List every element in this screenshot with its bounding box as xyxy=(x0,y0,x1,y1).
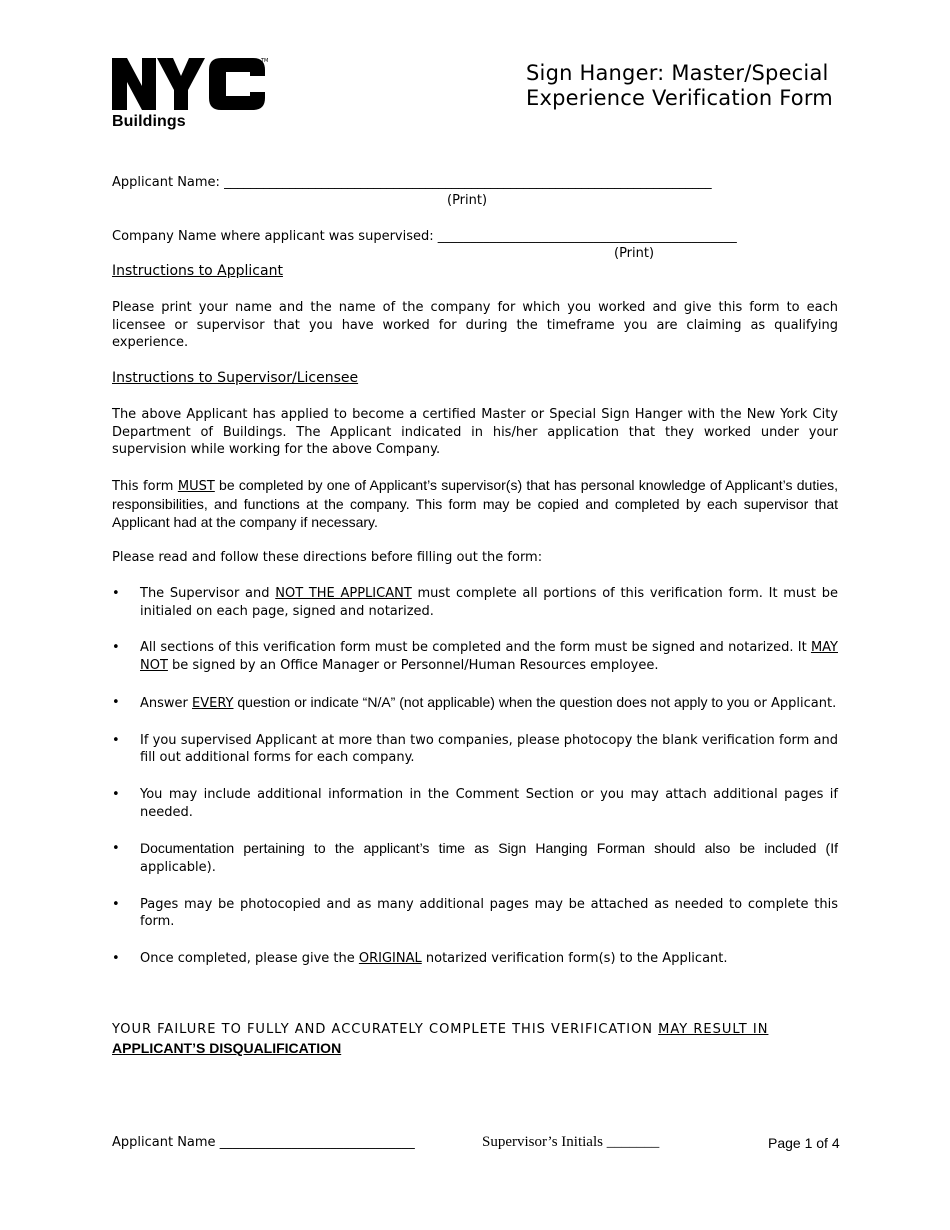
bullet-icon: • xyxy=(112,786,120,802)
nyc-buildings-logo xyxy=(112,56,268,134)
list-item: • Once completed, please give the ORIGINAL notarized verification form(s) to the Applicant. xyxy=(112,951,728,967)
list-item: • All sections of this verification form must be completed and the form must be signed and notarized. It MAY NOT be signed by an Office Manager or Personnel/Human Resources employee. xyxy=(112,640,838,674)
directions-list xyxy=(112,585,838,987)
bullet-icon: • xyxy=(112,694,120,710)
svg-text:TM: TM xyxy=(261,58,268,64)
applicant-print-hint: (Print) xyxy=(447,193,488,208)
supervisor-paragraph-2 xyxy=(112,477,838,533)
footer-applicant-name[interactable]: Applicant Name ______________________________ xyxy=(112,1135,415,1150)
list-item: • Documentation pertaining to the applicant’s time as Sign Hanging Forman should also be included (If applicable). xyxy=(112,840,838,876)
company-name-field[interactable]: Company Name where applicant was supervised: ______________________________________________ xyxy=(112,229,737,244)
supervisor-paragraph-1: The above Applicant has applied to become a certified Master or Special Sign Hanger with the New York City Department of Buildings. The Applicant indicated in his/her application that they worked under your supervision while working for the above Company. xyxy=(112,407,838,458)
page-number: Page 1 of 4 xyxy=(768,1135,840,1151)
bullet-icon: • xyxy=(112,640,120,656)
list-item: • Pages may be photocopied and as many additional pages may be attached as needed to complete this form. xyxy=(112,896,838,930)
p2-text-a: This form xyxy=(112,479,178,494)
list-item: • Answer EVERY question or indicate “N/A” (not applicable) when the question does not apply to you or Applicant. xyxy=(112,693,837,711)
title-line-2: Experience Verification Form xyxy=(526,86,833,110)
list-item: • If you supervised Applicant at more than two companies, please photocopy the blank verification form and fill out additional forms for each company. xyxy=(112,732,838,766)
supervisor-paragraph-3: Please read and follow these directions before filling out the form: xyxy=(112,550,543,565)
must-emphasis: MUST xyxy=(177,479,215,494)
nyc-logo-icon xyxy=(112,56,268,112)
bullet-icon: • xyxy=(112,732,120,748)
bullet-icon: • xyxy=(112,841,120,857)
company-print-hint: (Print) xyxy=(614,246,655,261)
p2-text-b: be completed by one of Applicant’s supervisor(s) that has personal knowledge of Applicant’s duties, responsibilities, and functions at the company. This form may be copied and completed by each supervisor that Applicant had at the company if necessary. xyxy=(112,477,839,531)
form-title xyxy=(526,61,833,111)
footer-supervisor-initials[interactable]: Supervisor’s Initials _______ xyxy=(482,1134,660,1150)
bullet-icon: • xyxy=(112,951,120,967)
instructions-applicant-heading: Instructions to Applicant xyxy=(112,263,283,279)
logo-subtitle: Buildings xyxy=(112,113,186,130)
bullet-icon: • xyxy=(112,586,120,601)
list-item: • The Supervisor and NOT THE APPLICANT must complete all portions of this verification form. It must be initialed on each page, signed and notarized. xyxy=(112,586,838,619)
instructions-applicant-text: Please print your name and the name of the company for which you worked and give this form to each licensee or supervisor that you have worked for during the timeframe you are claiming as qualifying experience. xyxy=(112,300,838,351)
applicant-name-field[interactable]: Applicant Name: ___________________________________________________________________________ xyxy=(112,175,712,190)
bullet-icon: • xyxy=(112,896,120,912)
instructions-supervisor-heading: Instructions to Supervisor/Licensee xyxy=(112,370,359,386)
list-item: • You may include additional information in the Comment Section or you may attach additional pages if needed. xyxy=(112,786,838,820)
title-line-1: Sign Hanger: Master/Special xyxy=(526,61,829,85)
disqualification-warning: YOUR FAILURE TO FULLY AND ACCURATELY COMPLETE THIS VERIFICATION MAY RESULT IN APPLICANT’S DISQUALIFICATION xyxy=(112,1022,769,1056)
